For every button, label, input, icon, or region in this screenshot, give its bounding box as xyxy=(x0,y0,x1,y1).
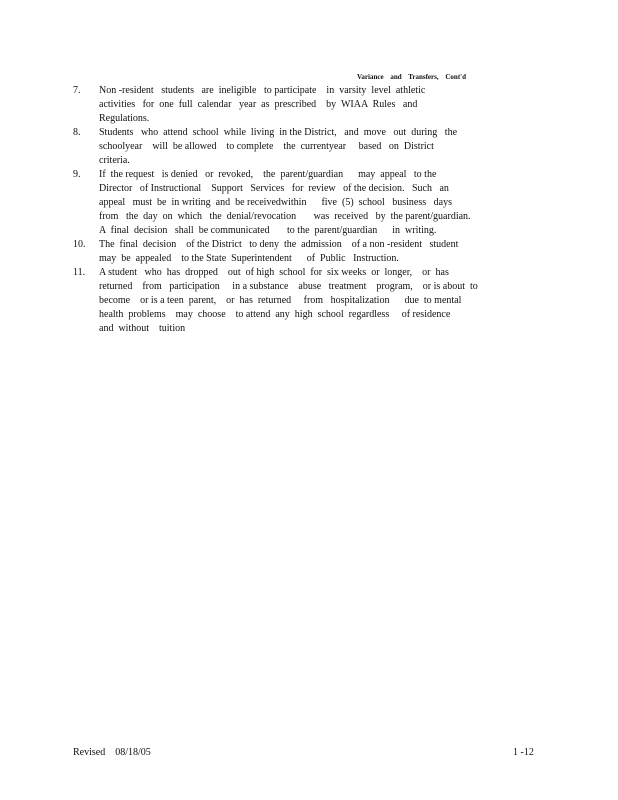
item-number: 11. xyxy=(73,267,86,278)
item-text-line: Director of Instructional Support Services for review of the decision. Such an xyxy=(99,183,449,194)
list-item xyxy=(73,266,503,336)
item-text xyxy=(99,168,503,238)
item-text-line: criteria. xyxy=(99,155,130,166)
item-number: 8. xyxy=(73,127,81,138)
item-text-line: If the request is denied or revoked, the parent/guardian may appeal to the xyxy=(99,169,437,180)
item-text-line: Regulations. xyxy=(99,113,150,124)
page-number: 1 -12 xyxy=(513,747,534,758)
item-number: 9. xyxy=(73,169,81,180)
list-item xyxy=(73,84,503,126)
item-text xyxy=(99,238,503,266)
item-text-line: and without tuition xyxy=(99,323,186,334)
item-text-line: A student who has dropped out of high school for six weeks or longer, or has xyxy=(99,267,449,278)
list-item xyxy=(73,126,503,168)
revision-date: Revised 08/18/05 xyxy=(73,747,151,758)
item-text xyxy=(99,84,503,126)
item-text-line: schoolyear will be allowed to complete the currentyear based on District xyxy=(99,141,434,152)
item-text-line: Students who attend school while living in the District, and move out during the xyxy=(99,127,458,138)
item-text-line: health problems may choose to attend any high school regardless of residence xyxy=(99,309,451,320)
item-text-line: from the day on which the denial/revocation was received by the parent/guardian. xyxy=(99,211,471,222)
item-number: 10. xyxy=(73,239,86,250)
item-text-line: may be appealed to the State Superintendent of Public Instruction. xyxy=(99,253,399,264)
item-text-line: become or is a teen parent, or has returned from hospitalization due to mental xyxy=(99,295,462,306)
item-text-line: Non -resident students are ineligible to participate in varsity level athletic xyxy=(99,85,426,96)
list-item xyxy=(73,168,503,238)
item-number: 7. xyxy=(73,85,81,96)
item-text-line: returned from participation in a substance abuse treatment program, or is about to xyxy=(99,281,478,292)
item-text-line: The final decision of the District to deny the admission of a non -resident student xyxy=(99,239,459,250)
item-text-line: A final decision shall be communicated to the parent/guardian in writing. xyxy=(99,225,437,236)
item-text-line: appeal must be in writing and be receivedwithin five (5) school business days xyxy=(99,197,452,208)
item-text xyxy=(99,126,503,168)
item-text-line: activities for one full calendar year as prescribed by WIAA Rules and xyxy=(99,99,418,110)
item-text xyxy=(99,266,503,336)
list-item xyxy=(73,238,503,266)
numbered-list xyxy=(73,84,503,336)
section-header: Variance and Transfers, Cont'd xyxy=(357,73,466,81)
